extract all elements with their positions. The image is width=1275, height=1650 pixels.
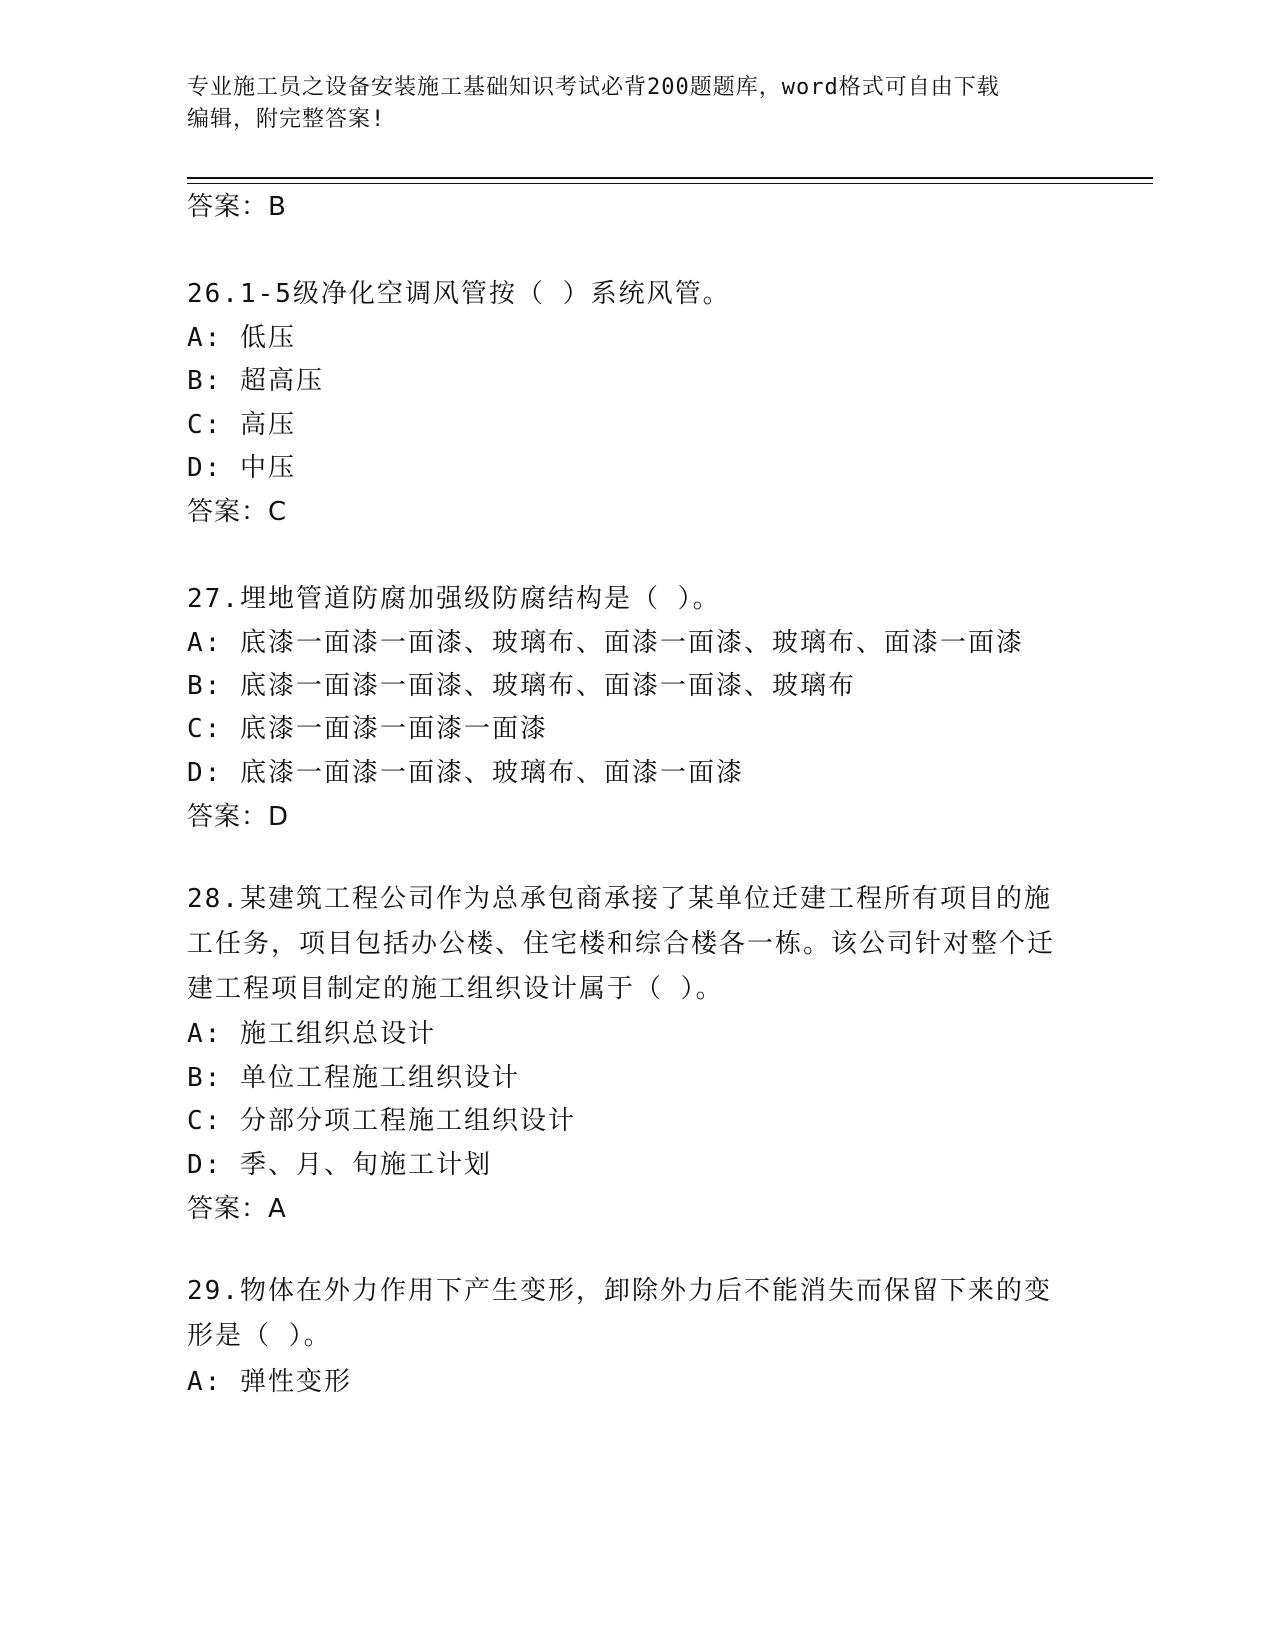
question-27-text: 27.埋地管道防腐加强级防腐结构是（ ）。 — [187, 584, 721, 614]
header-divider-thick — [187, 177, 1153, 179]
question-28-option-c: C: 分部分项工程施工组织设计 — [187, 1106, 576, 1136]
answer-28: 答案：A — [187, 1194, 287, 1224]
question-26-option-d: D: 中压 — [187, 453, 296, 483]
question-29-option-a: A: 弹性变形 — [187, 1367, 352, 1397]
question-26-option-b: B: 超高压 — [187, 366, 324, 396]
question-27-option-b: B: 底漆一面漆一面漆、玻璃布、面漆一面漆、玻璃布 — [187, 671, 856, 701]
question-26-text: 26.1-5级净化空调风管按（ ）系统风管。 — [187, 279, 731, 309]
answer-25: 答案：B — [187, 192, 287, 222]
question-27-option-a: A: 底漆一面漆一面漆、玻璃布、面漆一面漆、玻璃布、面漆一面漆 — [187, 628, 1024, 658]
question-27-option-c: C: 底漆一面漆一面漆一面漆 — [187, 714, 548, 744]
question-28-option-b: B: 单位工程施工组织设计 — [187, 1063, 520, 1093]
header-line-2: 编辑，附完整答案! — [187, 107, 386, 132]
question-28-option-d: D: 季、月、旬施工计划 — [187, 1150, 492, 1180]
header-divider-thin — [187, 183, 1153, 184]
question-29-text: 29.物体在外力作用下产生变形，卸除外力后不能消失而保留下来的变形是（ ）。 — [187, 1276, 1052, 1351]
question-26-option-a: A: 低压 — [187, 323, 296, 353]
document-header — [187, 72, 1087, 136]
question-26-option-c: C: 高压 — [187, 410, 296, 440]
answer-27: 答案：D — [187, 802, 290, 832]
answer-26: 答案：C — [187, 497, 288, 527]
header-line-1: 专业施工员之设备安装施工基础知识考试必背200题题库，word格式可自由下载 — [187, 75, 1000, 100]
question-28-text: 28.某建筑工程公司作为总承包商承接了某单位迁建工程所有项目的施工任务，项目包括办公楼、住宅楼和综合楼各一栋。该公司针对整个迁建工程项目制定的施工组织设计属于（ ）。 — [187, 884, 1056, 1004]
question-28-option-a: A: 施工组织总设计 — [187, 1019, 436, 1049]
question-27-option-d: D: 底漆一面漆一面漆、玻璃布、面漆一面漆 — [187, 758, 744, 788]
